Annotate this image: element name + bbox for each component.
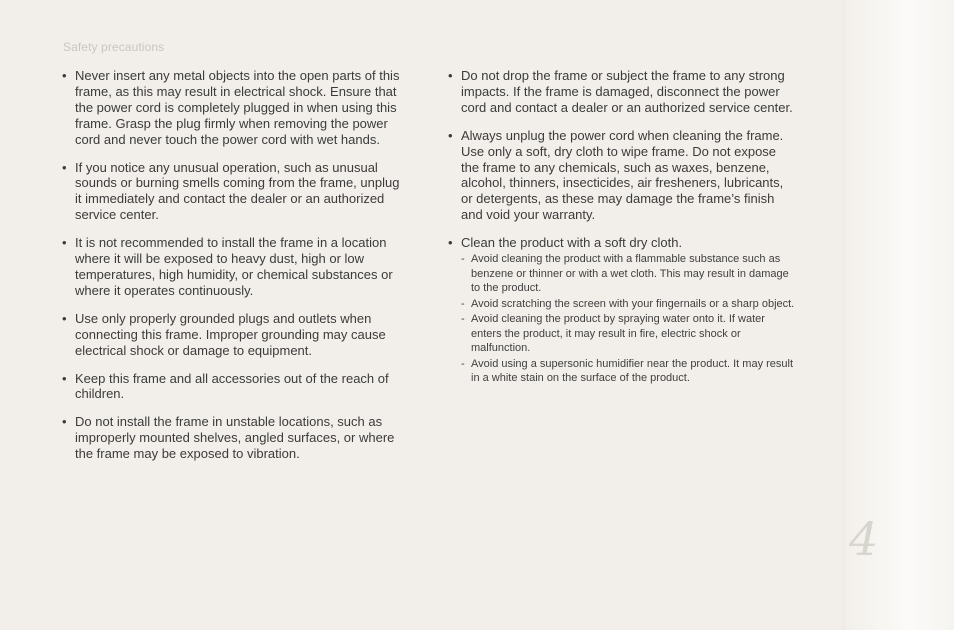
bullet-item: • If you notice any unusual operation, such as unusual sounds or burning smells coming from the frame, unplug it immediately and contact the dealer or an authorized service center.	[62, 160, 407, 224]
page-number: 4	[849, 512, 879, 566]
left-bullet-list	[62, 68, 407, 462]
right-bullet-list	[448, 68, 796, 386]
left-column	[62, 68, 407, 474]
sub-item: - Avoid cleaning the product by spraying water onto it. If water enters the product, it may result in fire, electric shock or malfunction.	[461, 312, 796, 356]
sub-item-list	[461, 252, 796, 386]
bullet-item: • Use only properly grounded plugs and outlets when connecting this frame. Improper grounding may cause electrical shock or damage to equipment.	[62, 311, 407, 359]
section-title: Safety precautions	[63, 40, 165, 54]
bullet-item-text: Clean the product with a soft dry cloth.	[461, 235, 683, 251]
bullet-item: • Always unplug the power cord when cleaning the frame. Use only a soft, dry cloth to wipe frame. Do not expose the frame to any chemicals, such as waxes, benzene, alcohol, thinners, insecticides, air fresheners, lubricants, or detergents, as these may damage the frame’s finish and void your warranty.	[448, 128, 796, 223]
bullet-item: • It is not recommended to install the frame in a location where it will be exposed to heavy dust, high or low temperatures, high humidity, or chemical substances or where it operates continuously.	[62, 235, 407, 299]
right-column	[448, 68, 796, 398]
sub-item: - Avoid cleaning the product with a flammable substance such as benzene or thinner or with a wet cloth. This may result in damage to the product.	[461, 252, 796, 296]
bullet-item: • Do not install the frame in unstable locations, such as improperly mounted shelves, angled surfaces, or where the frame may be exposed to vibration.	[62, 414, 407, 462]
bullet-item: • Never insert any metal objects into the open parts of this frame, as this may result in electrical shock. Ensure that the power cord is completely plugged in when using this frame. Grasp the plug firmly when removing the power cord and never touch the power cord with wet hands.	[62, 68, 407, 148]
bullet-item-with-subitems	[448, 235, 796, 385]
sub-item: - Avoid scratching the screen with your fingernails or a sharp object.	[461, 297, 796, 312]
bullet-item: • Keep this frame and all accessories out of the reach of children.	[62, 371, 407, 403]
sub-item: - Avoid using a supersonic humidifier near the product. It may result in a white stain on the surface of the product.	[461, 357, 796, 386]
bullet-item: • Do not drop the frame or subject the frame to any strong impacts. If the frame is damaged, disconnect the power cord and contact a dealer or an authorized service center.	[448, 68, 796, 116]
